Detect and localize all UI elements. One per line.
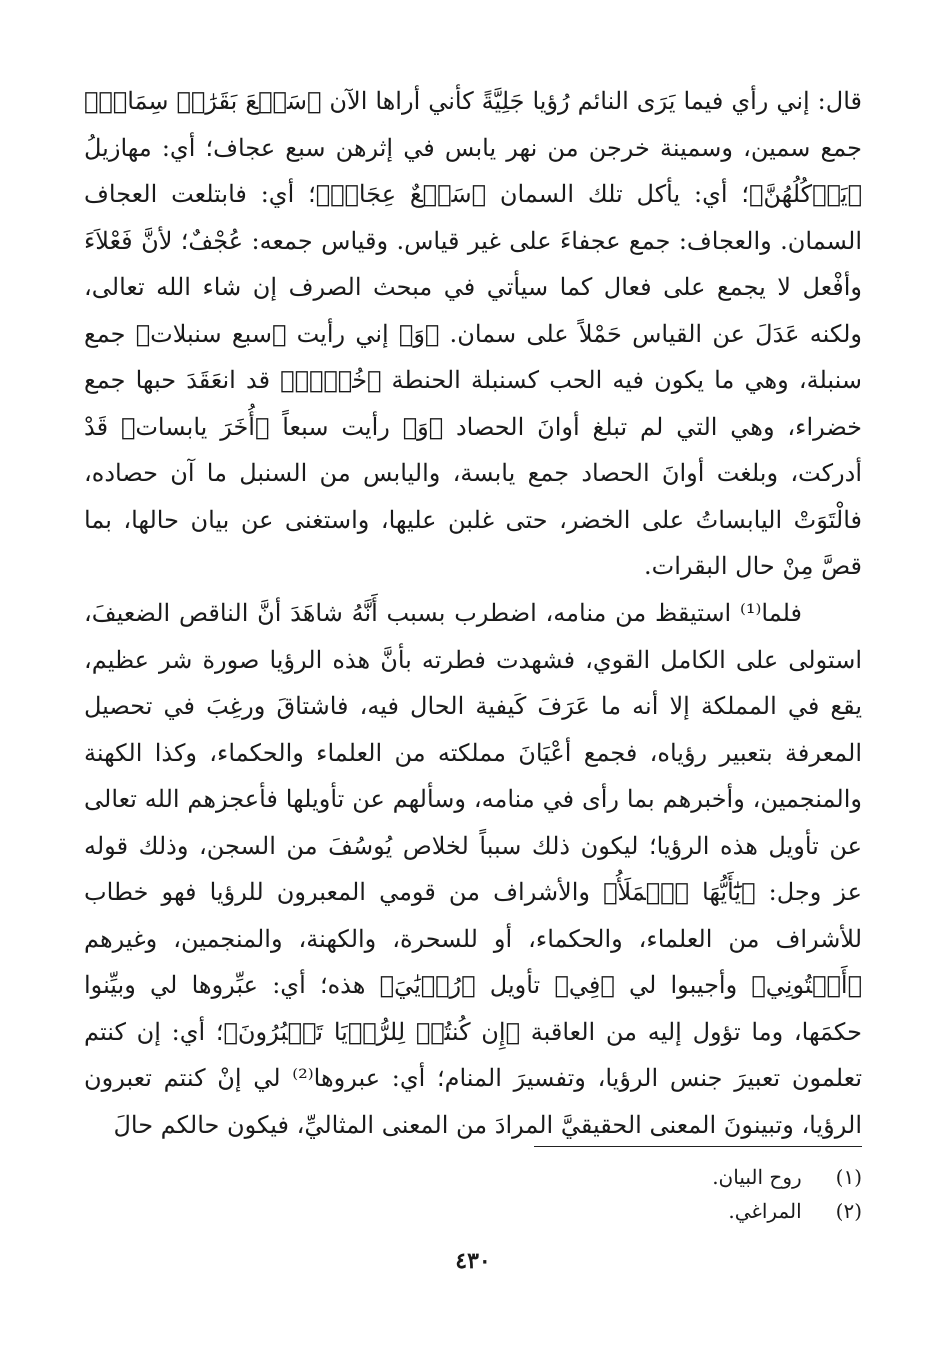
footnote-text: المراغي.: [728, 1199, 802, 1223]
page-number: ٤٣٠: [455, 1248, 491, 1274]
body-paragraph-2: فلما⁽¹⁾ استيقظ من منامه، اضطرب بسبب أَنَّهُ شاهَدَ أنَّ الناقص الضعيفَ، استولى على الكامل القوي، فشهدت فطرته بأنَّ هذه الرؤيا صورة شر عظيم، يقع في المملكة إلا أنه ما عَرَفَ كَيفية الحال فيه، فاشتاقَ ورغِبَ في تحصيل المعرفة بتعبير رؤياه، فجمع أعْيَانَ مملكته من العلماء والحكماء، وكذا الكهنة والمنجمين، وأخبرهم بما رأى في منامه، وسألهم عن تأويلها فأعجزهم الله تعالى عن تأويل هذه الرؤيا؛ ليكون ذلك سبباً لخلاص يُوسُفَ من السجن، وذلك قوله عز وجل: ﴿يَٰٓأَيُّهَا ٱلۡمَلَأُ﴾ والأشراف من قومي المعبرون للرؤيا فهو خطاب للأشراف من العلماء، والحكماء، أو للسحرة، والكهنة، والمنجمين، وغيرهم ﴿أَفۡتُونِي﴾ وأجيبوا لي ﴿فِي﴾ تأويل ﴿رُءۡيَٰيَ﴾ هذه؛ أي: عبِّروها لي وبيِّنوا حكمَها، وما تؤول إليه من العاقبة ﴿إِن كُنتُمۡ لِلرُّءۡيَا تَعۡبُرُونَ﴾؛ أي: إن كنتم تعلمون تعبيرَ جنس الرؤيا، وتفسيرَ المنام؛ أي: عبروها⁽²⁾ لي إنْ كنتم تعبرون الرؤيا، وتبينونَ المعنى الحقيقيَّ المرادَ من المعنى المثاليِّ، فيكون حالكم حالَ: [84, 599, 863, 1139]
footnote-number: (١): [835, 1165, 862, 1189]
footnote-text: روح البيان.: [712, 1165, 802, 1189]
footnote-separator: [534, 1146, 862, 1147]
body-paragraph-1: قال: إني رأي فيما يَرَى النائم رُؤيا جَلِيَّةً كأني أراها الآن ﴿سَبۡعَ بَقَرَٰتٖ سِمَانٖ﴾ جمع سمين، وسمينة خرجن من نهر يابس في إثرهن سبع عجاف؛ أي: مهازيلُ ﴿يَأۡكُلُهُنَّ﴾؛ أي: يأكل تلك السمان ﴿سَبۡعٌ عِجَافٞ﴾؛ أي: فابتلعت العجاف السمان. والعجاف: جمع عجفاءَ على غير قياس. وقياس جمعه: عُجْفٌ؛ لأنَّ فَعْلاَءَ وأفْعل لا يجمع على فعال كما سيأتي في مبحث الصرف إن شاء الله تعالى، ولكنه عَدَلَ عن القياس حَمْلاً على سمان. ﴿وَ﴾ إني رأيت ﴿سبع سنبلات﴾ جمع سنبلة، وهي ما يكون فيه الحب كسنبلة الحنطة ﴿خُضۡرٖ﴾ قد انعَقَدَ حبها جمع خضراء، وهي التي لم تبلغ أوانَ الحصاد ﴿وَ﴾ رأيت سبعاً ﴿أُخَرَ يابسات﴾ قَدْ أدركت، وبلغت أوانَ الحصاد جمع يابسة، واليابس من السنبل ما آن حصاده، فالْتَوَتْ اليابساتُ على الخضر، حتى غلبن عليها، واستغنى عن بيان حالها، بما قصَّ مِنْ حال البقرات.: [84, 87, 862, 580]
footnote-1: [362, 1160, 862, 1194]
footnote-2: [362, 1194, 862, 1228]
footnote-number: (٢): [835, 1199, 862, 1223]
footnotes: [362, 1160, 862, 1228]
